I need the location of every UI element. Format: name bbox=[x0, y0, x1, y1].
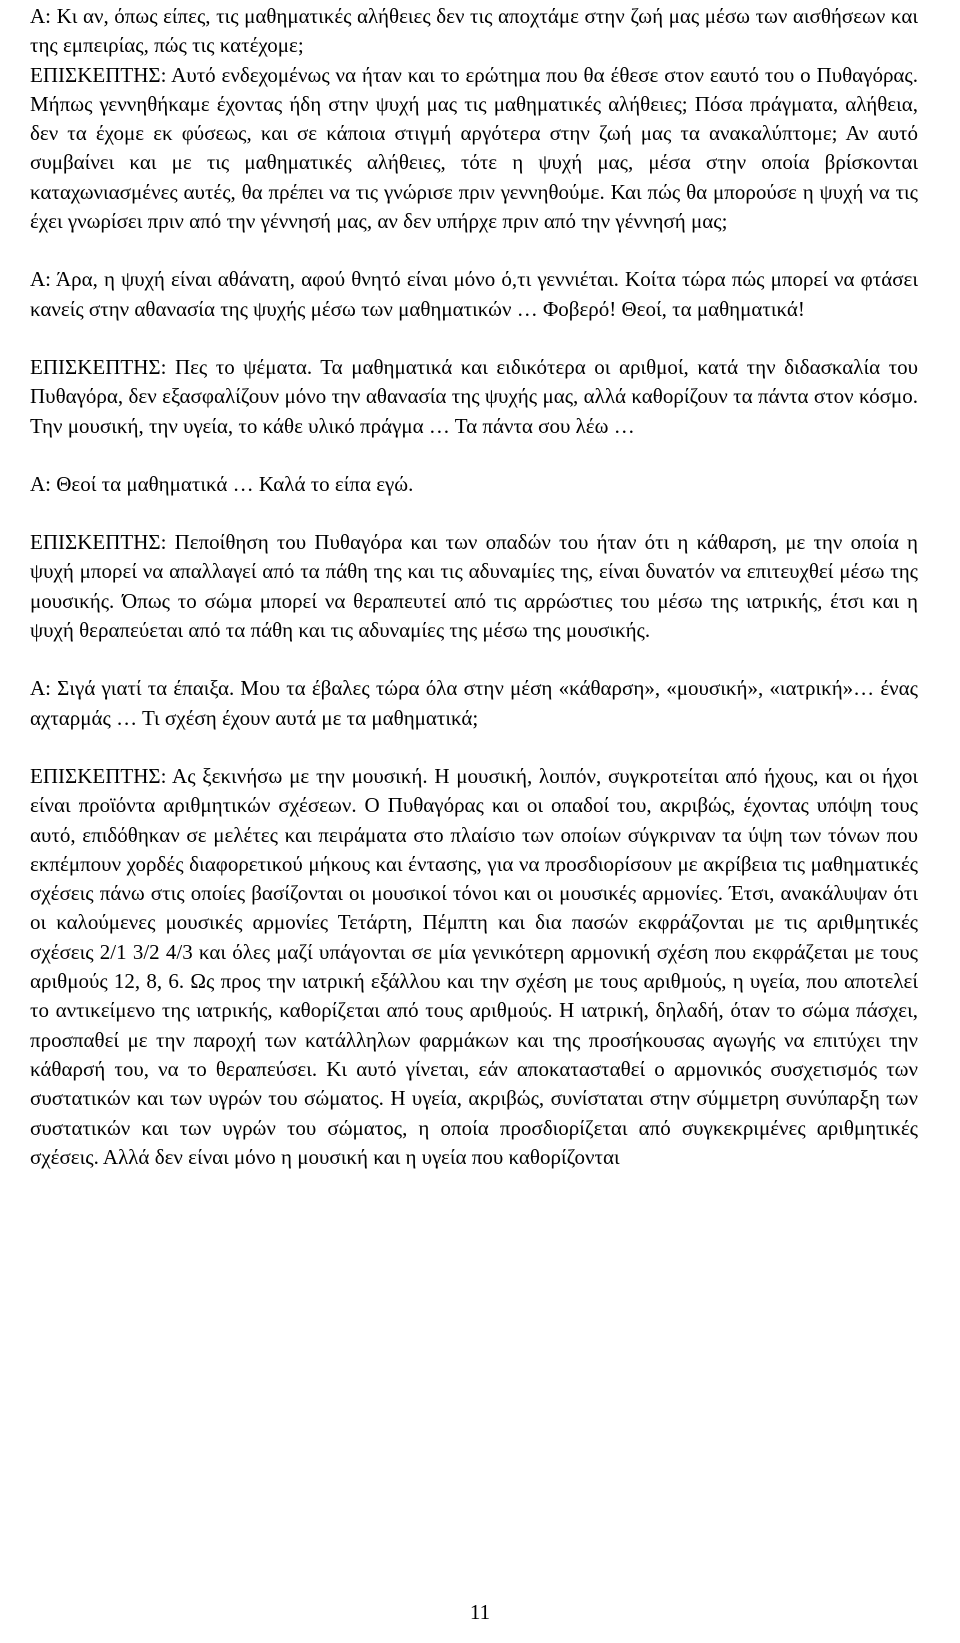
paragraph-a-question-truths: Α: Κι αν, όπως είπες, τις μαθηματικές αλήθειες δεν τις αποχτάμε στην ζωή μας μέσω των αισθήσεων και της εμπειρίας, πώς τις κατέχομε; bbox=[30, 4, 918, 58]
paragraph-gap bbox=[30, 236, 918, 265]
paragraph-gap bbox=[30, 324, 918, 353]
paragraph-gap bbox=[30, 645, 918, 674]
document-body bbox=[30, 2, 918, 1172]
paragraph-gap bbox=[30, 441, 918, 470]
paragraph-visitor-numbers-everything: ΕΠΙΣΚΕΠΤΗΣ: Πες το ψέματα. Τα μαθηματικά και ειδικότερα οι αριθμοί, κατά την διδασκαλία του Πυθαγόρα, δεν εξασφαλίζουν μόνο την αθανασία της ψυχής μας, αλλά καθορίζουν τα πάντα στον κόσμο. Την μουσική, την υγεία, το κάθε υλικό πράγμα … Τα πάντα σου λέω … bbox=[30, 354, 918, 438]
paragraph-a-immortal-soul: Α: Άρα, η ψυχή είναι αθάνατη, αφού θνητό είναι μόνο ό,τι γεννιέται. Κοίτα τώρα πώς μπορεί να φτάσει κανείς στην αθανασία της ψυχής μέσω των μαθηματικών … Φοβερό! Θεοί, τα μαθηματικά! bbox=[30, 267, 918, 321]
paragraph-gap bbox=[30, 499, 918, 528]
paragraph-a-gods-mathematics: Α: Θεοί τα μαθηματικά … Καλά το είπα εγώ. bbox=[30, 471, 414, 496]
paragraph-visitor-catharsis-music: ΕΠΙΣΚΕΠΤΗΣ: Πεποίθηση του Πυθαγόρα και των οπαδών του ήταν ότι η κάθαρση, με την οποία η ψυχή μπορεί να απαλλαγεί από τα πάθη της και τις αδυναμίες της, είναι δυνατόν να επιτευχθεί μέσω της μουσικής. Όπως το σώμα μπορεί να θεραπευτεί από τις αρρώστιες του μέσω της ιατρικής, έτσι και η ψυχή θεραπεύεται από τα πάθη και τις αδυναμίες της μέσω της μουσικής. bbox=[30, 530, 918, 643]
paragraph-visitor-music-harmony-health: ΕΠΙΣΚΕΠΤΗΣ: Ας ξεκινήσω με την μουσική. Η μουσική, λοιπόν, συγκροτείται από ήχους, και οι ήχοι είναι προϊόντα αριθμητικών σχέσεων. Ο Πυθαγόρας και οι οπαδοί του, ακριβώς, έχοντας υπόψη τους αυτό, επιδόθηκαν σε μελέτες και πειράματα στο πλαίσιο των οποίων σύγκριναν τα ύψη των τόνων που εκπέμπουν χορδές διαφορετικού μήκους και έντασης, για να προσδιορίσουν με ακρίβεια τις μαθηματικές σχέσεις πάνω στις οποίες βασίζονται οι μουσικοί τόνοι και οι μουσικές αρμονίες. Έτσι, ανακάλυψαν ότι οι καλούμενες μουσικές αρμονίες Τετάρτη, Πέμπτη και δια πασών εκφράζονται με τις αριθμητικές σχέσεις 2/1 3/2 4/3 και όλες μαζί υπάγονται σε μία γενικότερη αρμονική σχέση που εκφράζεται με τους αριθμούς 12, 8, 6. Ως προς την ιατρική εξάλλου και την σχέση με τους αριθμούς, η υγεία, που αποτελεί το αντικείμενο της ιατρικής, καθορίζεται από τους αριθμούς. Η ιατρική, δηλαδή, όταν το σώμα πάσχει, προσπαθεί με την παροχή των κατάλληλων φαρμάκων και της προσήκουσας αγωγής να επιτύχει την κάθαρσή του, να το θεραπεύσει. Κι αυτό γίνεται, εάν αποκατασταθεί ο αρμονικός συσχετισμός των συστατικών και των υγρών του σώματος. Η υγεία, ακριβώς, συνίσταται στην σύμμετρη συνύπαρξη των συστατικών και των υγρών του σώματος, η οποία προσδιορίζεται από συγκεκριμένες αριθμητικές σχέσεις. Αλλά δεν είναι μόνο η μουσική και η υγεία που καθορίζονται bbox=[30, 763, 918, 1169]
paragraph-visitor-pythagoras-soul: ΕΠΙΣΚΕΠΤΗΣ: Αυτό ενδεχομένως να ήταν και το ερώτημα που θα έθεσε στον εαυτό του ο Πυθαγόρας. Μήπως γεννηθήκαμε έχοντας ήδη στην ψυχή μας τις μαθηματικές αλήθειες; Πόσα πράγματα, αλήθεια, δεν τα έχομε εκ φύσεως, και σε κάποια στιγμή αργότερα στην ζωή μας τα ανακαλύπτομε; Αν αυτό συμβαίνει και με τις μαθηματικές αλήθειες, τότε η ψυχή μας, μέσα στην οποία βρίσκονται καταχωνιασμένες αυτές, θα πρέπει να τις γνώρισε πριν γεννηθούμε. Και πώς θα μπορούσε η ψυχή να τις έχει γνωρίσει πριν από την γέννησή μας, αν δεν υπήρχε πριν από την γέννησή μας; bbox=[30, 62, 918, 234]
paragraph-gap bbox=[30, 733, 918, 762]
paragraph-a-what-relation: Α: Σιγά γιατί τα έπαιξα. Μου τα έβαλες τώρα όλα στην μέση «κάθαρση», «μουσική», «ιατρική»… ένας αχταρμάς … Τι σχέση έχουν αυτά με τα μαθηματικά; bbox=[30, 676, 918, 730]
page-number: 11 bbox=[469, 1600, 491, 1624]
